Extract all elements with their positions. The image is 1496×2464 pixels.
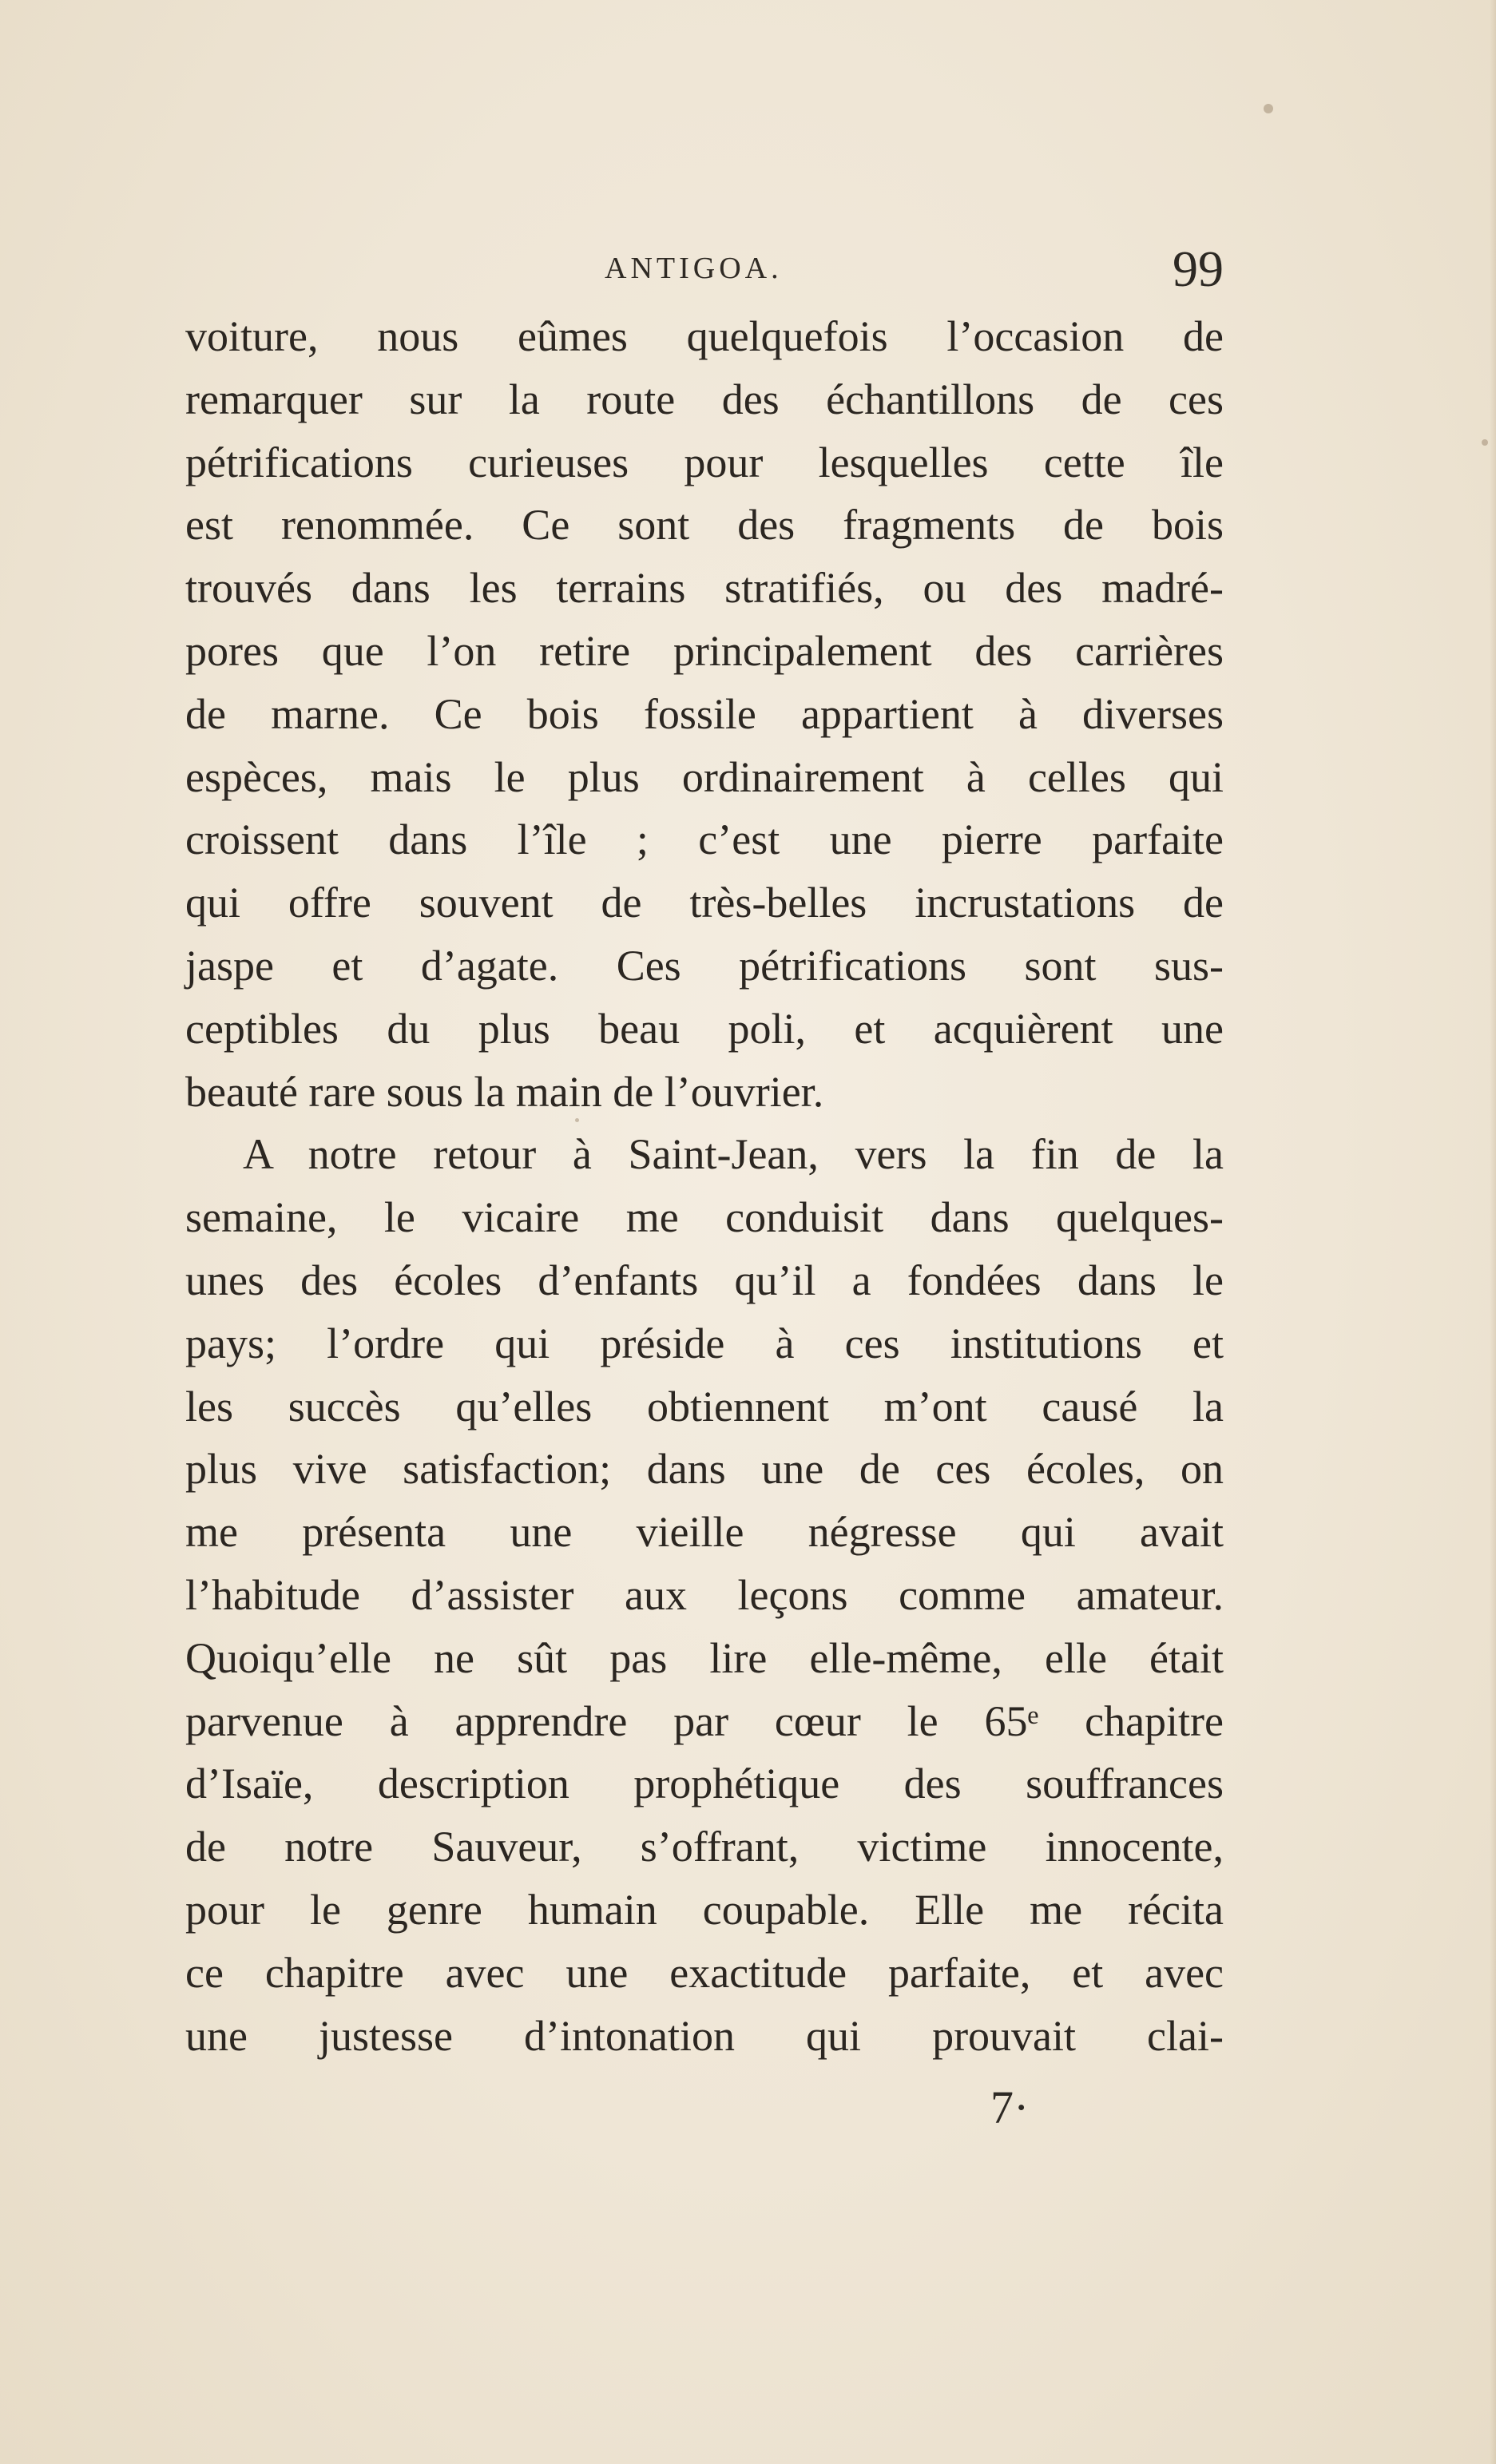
text-line: plus vive satisfaction; dans une de ces écoles, on [185,1445,1224,1494]
text-line: les succès qu’elles obtiennent m’ont causé la [185,1382,1224,1430]
text-line: trouvés dans les terrains stratifiés, ou des madré- [185,564,1224,613]
text-line: beauté rare sous la main de l’ouvrier. [185,1067,824,1116]
paragraph-1 [185,305,1224,1123]
text-line: semaine, le vicaire me conduisit dans quelques- [185,1193,1224,1242]
text-line: de notre Sauveur, s’offrant, victime innocente, [185,1823,1224,1871]
page-header [185,240,1224,304]
text-line: qui offre souvent de très-belles incrustations de [185,879,1224,927]
text-line: A notre retour à Saint-Jean, vers la fin de la [243,1130,1224,1179]
page-number: 99 [1173,240,1224,297]
text-line: remarquer sur la route des échantillons de ces [185,375,1224,423]
paper-speck [1264,104,1273,113]
text-line: ce chapitre avec une exactitude parfaite, et avec [185,1948,1224,1997]
text-line: unes des écoles d’enfants qu’il a fondées dans le [185,1256,1224,1304]
text-line: ceptibles du plus beau poli, et acquièrent une [185,1004,1224,1053]
text-line: Quoiqu’elle ne sût pas lire elle-même, elle était [185,1633,1224,1682]
text-line: est renommée. Ce sont des fragments de bois [185,501,1224,550]
text-line: une justesse d’intonation qui prouvait clai- [185,2011,1224,2060]
text-line: de marne. Ce bois fossile appartient à diverses [185,689,1224,738]
text-line: jaspe et d’agate. Ces pétrifications sont sus- [185,941,1224,990]
text-line: croissent dans l’île ; c’est une pierre parfaite [185,815,1224,864]
paper-speck [1482,439,1488,446]
text-line: pétrifications curieuses pour lesquelles cette île [185,438,1224,486]
paragraph-2 [185,1123,1224,2067]
text-line: me présenta une vieille négresse qui avait [185,1508,1224,1557]
text-line: espèces, mais le plus ordinairement à celles qui [185,752,1224,801]
text-line: parvenue à apprendre par cœur le 65ᵉ chapitre [185,1696,1224,1745]
text-line: voiture, nous eûmes quelquefois l’occasion de [185,312,1224,360]
text-line: pour le genre humain coupable. Elle me récita [185,1885,1224,1934]
text-line: pays; l’ordre qui préside à ces institutions et [185,1319,1224,1367]
text-line: d’Isaïe, description prophétique des souffrances [185,1760,1224,1808]
text-line: l’habitude d’assister aux leçons comme amateur. [185,1570,1224,1619]
page-edge-shadow [1490,0,1496,2464]
body-text [185,305,1224,2067]
text-line: pores que l’on retire principalement des carrières [185,626,1224,675]
running-title: ANTIGOA. [605,252,783,285]
signature-mark: 7· [990,2081,1030,2133]
